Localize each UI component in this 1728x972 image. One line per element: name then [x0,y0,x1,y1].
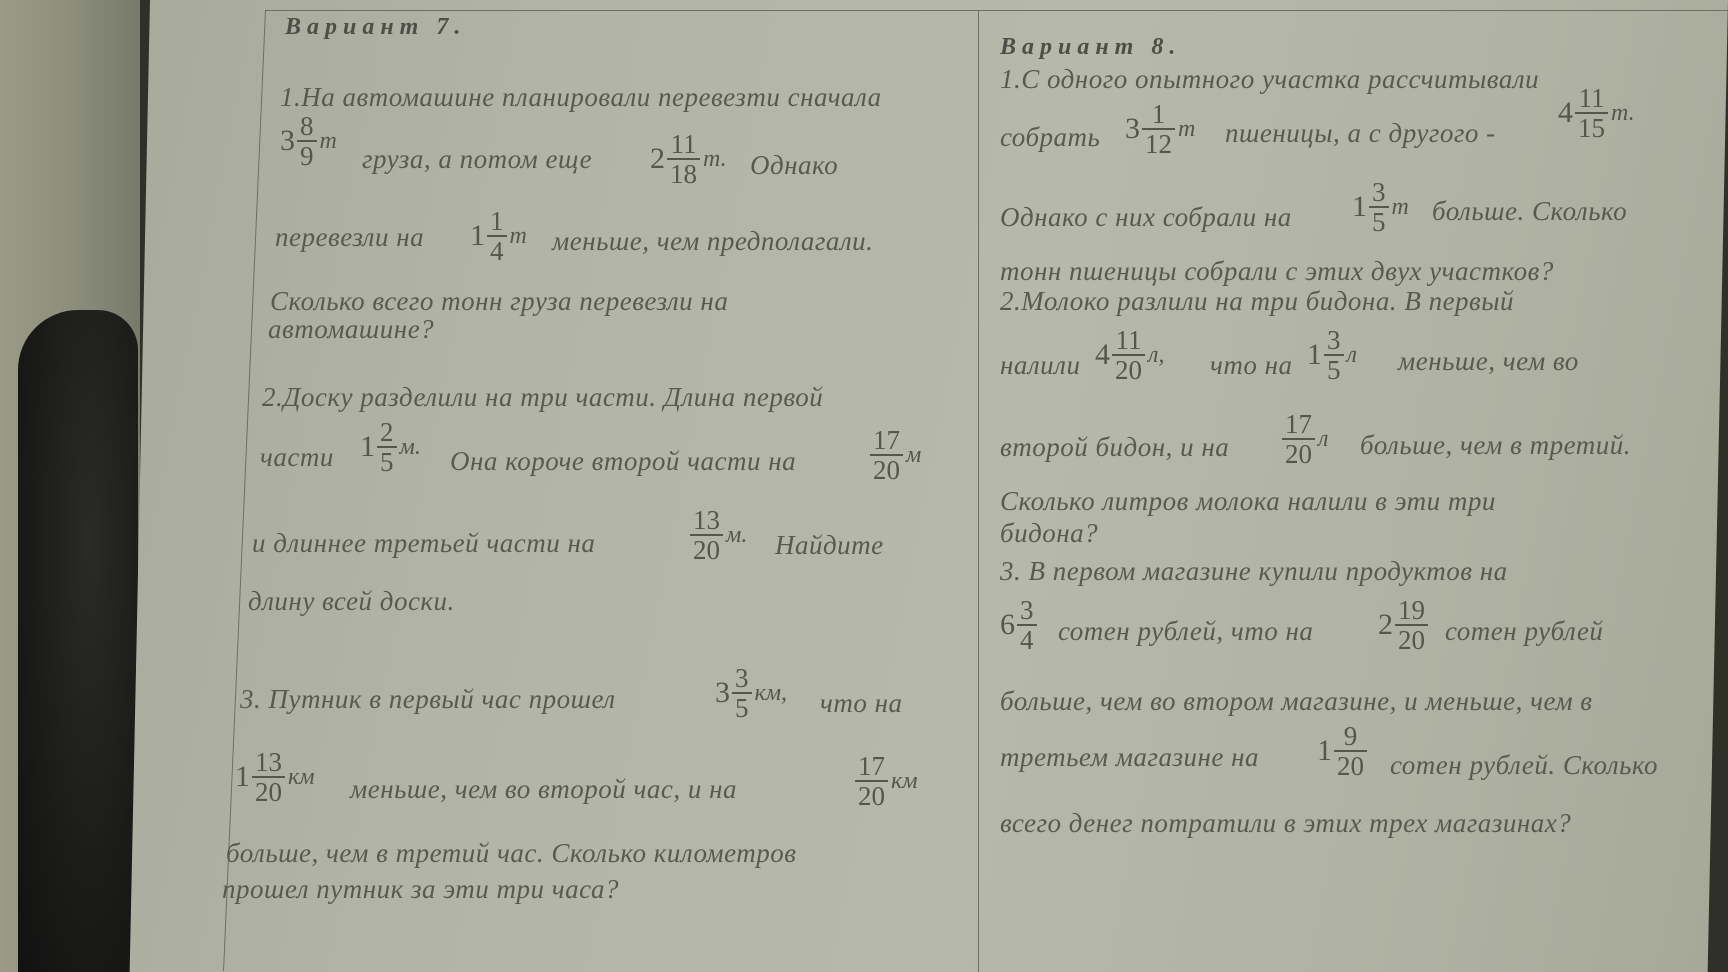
v7-p2-fraction-3: $\frac{13}{20}$ м. [690,506,747,565]
v7-problem3-line4: прошел путник за эти три часа? [222,874,619,904]
v8-p2-fraction-1: 4 $\frac{11}{20}$ л, [1095,325,1165,386]
v8-problem2-line5: бидона? [1000,518,1099,548]
v7-problem2-line2a: части [260,442,334,472]
v8-problem3-line5: всего денег потратили в этих трех магазинах? [1000,808,1572,838]
v7-problem3-line2a: меньше, чем во второй час, и на [350,774,738,804]
v7-p2-fraction-2: $\frac{17}{20}$ м [870,426,921,485]
v7-problem1-line3a: перевезли на [275,222,425,252]
hair-shadow [18,310,138,972]
v7-problem1-line1: 1.На автомашине планировали перевезти сначала [280,82,882,112]
v8-problem2-line1: 2.Молоко разлили на три бидона. В первый [1000,286,1515,316]
v8-problem3-line4b: сотен рублей. Сколько [1390,750,1659,780]
v8-problem2-line3a: второй бидон, и на [1000,432,1230,462]
v8-p1-fraction-3: 1 $\frac{3}{5}$ т [1352,177,1409,238]
v7-problem2-line3a: и длиннее третьей части на [252,528,596,558]
v8-problem1-line2b: пшеницы, а с другого - [1225,118,1496,148]
v8-p1-fraction-1: 3 $\frac{1}{12}$ т [1125,99,1196,160]
v7-problem1-line2b: Однако [750,150,839,180]
v8-problem3-line4a: третьем магазине на [1000,742,1260,772]
v7-p1-fraction-1: 3 $\frac{8}{9}$ т [280,111,337,172]
v8-p3-fraction-1: 6 $\frac{3}{4}$ [1000,596,1037,655]
variant-7-title: Вариант 7. [285,14,467,40]
v7-problem1-line5: автомашине? [268,314,435,344]
v7-problem1-line3b: меньше, чем предполагали. [552,226,874,256]
v8-problem2-line2c: меньше, чем во [1398,346,1579,376]
column-divider [978,10,979,972]
v8-problem2-line4: Сколько литров молока налили в эти три [1000,486,1496,516]
v7-problem2-line1: 2.Доску разделили на три части. Длина первой [262,382,824,412]
v8-problem3-line3: больше, чем во втором магазине, и меньше, чем в [1000,686,1593,716]
v8-problem2-line2a: налили [1000,350,1081,380]
v8-problem3-line2a: сотен рублей, что на [1058,616,1314,646]
v8-p2-fraction-2: 1 $\frac{3}{5}$ л [1307,325,1357,386]
v7-problem3-line1a: 3. Путник в первый час прошел [240,684,616,714]
v8-p2-fraction-3: $\frac{17}{20}$ л [1282,410,1328,469]
v7-problem2-line4: длину всей доски. [248,586,455,616]
v8-problem1-line3a: Однако с них собрали на [1000,202,1292,232]
table-border-top [265,10,1728,11]
v7-problem2-line3b: Найдите [775,530,884,560]
v8-p1-fraction-2: 4 $\frac{11}{15}$ т. [1558,83,1635,144]
variant-8-title: Вариант 8. [1000,34,1182,60]
v8-problem1-line2a: собрать [1000,122,1101,152]
v7-problem3-line1b: что на [820,688,903,718]
v8-problem1-line4: тонн пшеницы собрали с этих двух участков? [1000,256,1554,286]
v7-p2-fraction-1: 1 $\frac{2}{5}$ м. [360,417,421,478]
v7-p1-fraction-3: 1 $\frac{1}{4}$ т [470,206,527,267]
v7-problem2-line2b: Она короче второй части на [450,446,797,476]
v8-p3-fraction-2: 2 $\frac{19}{20}$ [1378,596,1428,655]
v7-problem1-line2a: груза, а потом еще [362,144,593,174]
v7-p3-fraction-2: 1 $\frac{13}{20}$ км [235,747,315,808]
v7-p3-fraction-3: $\frac{17}{20}$ км [855,752,918,811]
v8-p3-fraction-3: 1 $\frac{9}{20}$ [1317,722,1367,781]
v8-problem2-line3b: больше, чем в третий. [1360,430,1631,460]
v7-problem3-line3: больше, чем в третий час. Сколько километров [226,838,797,868]
v8-problem1-line3b: больше. Сколько [1432,196,1628,226]
v8-problem3-line2b: сотен рублей [1445,616,1604,646]
v8-problem1-line1: 1.С одного опытного участка рассчитывали [1000,64,1540,94]
v8-problem2-line2b: что на [1210,350,1293,380]
v8-problem3-line1: 3. В первом магазине купили продуктов на [1000,556,1508,586]
v7-p3-fraction-1: 3 $\frac{3}{5}$ км, [715,663,788,724]
v7-p1-fraction-2: 2 $\frac{11}{18}$ т. [650,129,727,190]
v7-problem1-line4: Сколько всего тонн груза перевезли на [270,286,729,316]
